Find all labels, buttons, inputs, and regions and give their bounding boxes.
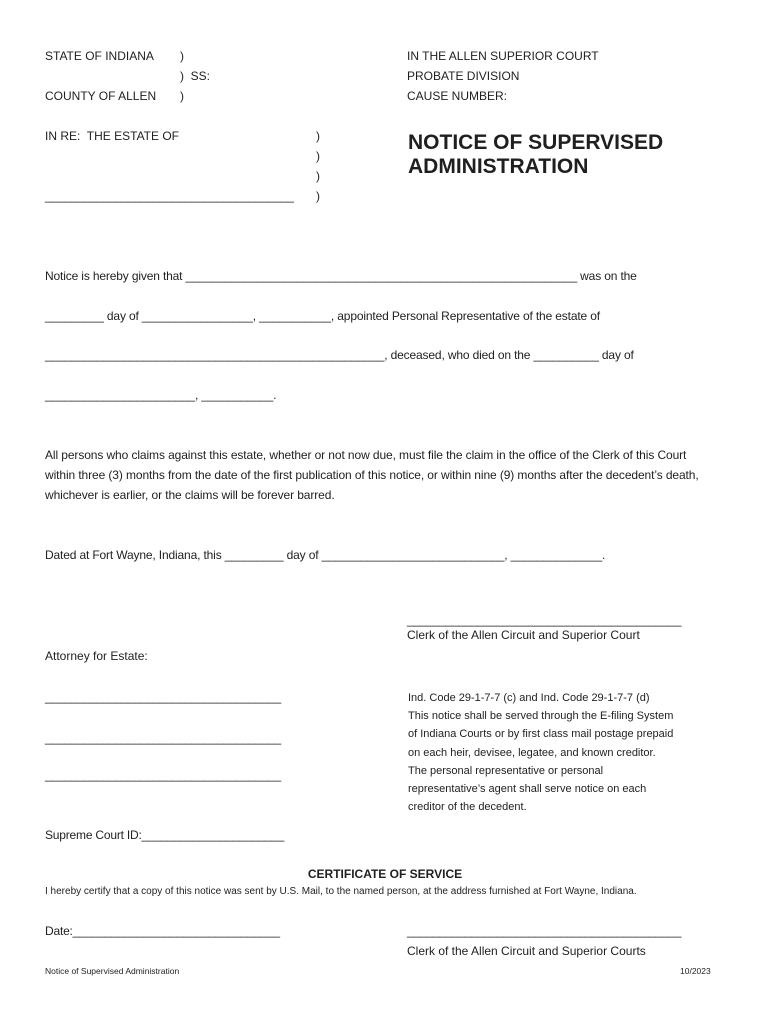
clerk-signature-line: ___________________________________________ [407, 924, 682, 938]
paren: ) [180, 49, 184, 63]
state-label: STATE OF INDIANA [45, 49, 154, 63]
division-name: PROBATE DIVISION [407, 69, 520, 83]
cause-number-label: CAUSE NUMBER: [407, 89, 508, 103]
certificate-date: Date:________________________________ [45, 924, 280, 938]
ind-code-line: The personal representative or personal [408, 765, 604, 777]
paren: ) [316, 149, 320, 163]
ind-code-line: creditor of the decedent. [408, 801, 527, 813]
clerk-label: Clerk of the Allen Circuit and Superior Court [407, 628, 640, 642]
attorney-line: _____________________________________ [45, 768, 281, 782]
certificate-title: CERTIFICATE OF SERVICE [307, 867, 463, 881]
footer-form-date: 10/2023 [680, 966, 711, 976]
notice-line-4: _______________________, ___________. [45, 388, 277, 402]
ind-code-line: on each heir, devisee, legatee, and known creditor. [408, 747, 656, 759]
ind-code-line: of Indiana Courts or by first class mail postage prepaid [408, 728, 674, 740]
attorney-line: _____________________________________ [45, 690, 281, 704]
paren: ) [180, 89, 184, 103]
certificate-clerk-label: Clerk of the Allen Circuit and Superior Courts [407, 944, 646, 958]
claims-paragraph: All persons who claims against this estate, whether or not now due, must file the claim in the office of the Clerk of this Court within three (3) months from the date of the first publication of this notice, or within nine (9) months after the decedent’s death, whichever is earlier, or the claims will be forever barred. [45, 448, 699, 502]
paren: ) [316, 129, 320, 143]
estate-label: IN RE: THE ESTATE OF [45, 129, 180, 143]
paren: ) [316, 189, 320, 203]
notice-line-3: ____________________________________________________, deceased, who died on the __________ day of [45, 348, 634, 362]
clerk-signature-line: ___________________________________________ [407, 613, 682, 627]
ind-code-line: This notice shall be served through the E-filing System [408, 710, 674, 722]
document-title: NOTICE OF SUPERVISED ADMINISTRATION [408, 131, 664, 178]
estate-name-line: _______________________________________ [45, 189, 294, 203]
notice-line-1: Notice is hereby given that ____________________________________________________________ was on the [45, 269, 637, 283]
paren: ) [316, 169, 320, 183]
ind-code-line: representative’s agent shall serve notice on each [408, 783, 647, 795]
county-label: COUNTY OF ALLEN [45, 89, 157, 103]
footer-form-name: Notice of Supervised Administration [45, 966, 180, 976]
ind-code-line: Ind. Code 29-1-7-7 (c) and Ind. Code 29-1-7-7 (d) [408, 692, 650, 704]
ss-label: ) SS: [180, 69, 211, 83]
supreme-court-id: Supreme Court ID:______________________ [45, 828, 285, 842]
dated-line: Dated at Fort Wayne, Indiana, this _________ day of ____________________________, ______________. [45, 548, 606, 562]
attorney-label: Attorney for Estate: [45, 649, 148, 663]
notice-line-2: _________ day of _________________, ___________, appointed Personal Representative of the estate of [45, 309, 600, 323]
court-name: IN THE ALLEN SUPERIOR COURT [407, 49, 599, 63]
attorney-line: _____________________________________ [45, 731, 281, 745]
certificate-text: I hereby certify that a copy of this notice was sent by U.S. Mail, to the named person, at the address furnished at Fort Wayne, Indiana. [45, 886, 637, 897]
